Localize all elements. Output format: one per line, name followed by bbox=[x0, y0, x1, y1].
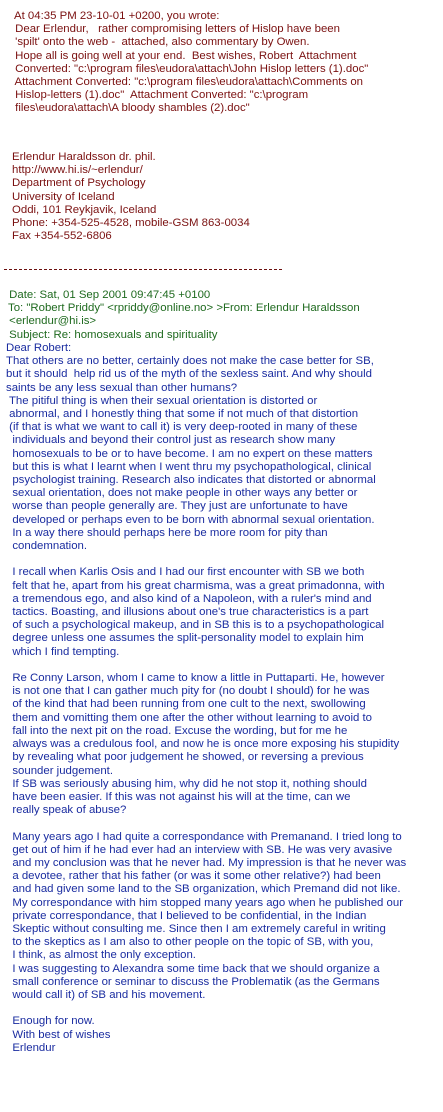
body-line: a tremendous ego, and also kind of a Napoleon, with a ruler's mind and bbox=[6, 592, 372, 605]
body-line: If SB was seriously abusing him, why did he not stop it, nothing should bbox=[6, 777, 367, 790]
signature-university: University of Iceland bbox=[12, 190, 115, 203]
body-line: In a way there should perhaps here be more room for pity than bbox=[6, 526, 328, 539]
body-line: homosexuals to be or to have become. I am no expert on these matters bbox=[6, 447, 373, 460]
blank-line bbox=[6, 817, 443, 830]
quote-line: 'spilt' onto the web - attached, also commentary by Owen. bbox=[12, 36, 310, 49]
signature-name: Erlendur Haraldsson dr. phil. bbox=[12, 151, 156, 163]
quote-line: Converted: "c:\program files\eudora\attach\John Hislop letters (1).doc" bbox=[12, 62, 369, 75]
body-line: a devotee, rather that his father (or was it some other relative?) had been bbox=[6, 870, 381, 883]
body-line: by revealing what poor judgement he showed, or reversing a previous bbox=[6, 751, 364, 764]
signature-url[interactable]: http://www.hi.is/~erlendur/ bbox=[12, 164, 143, 177]
body-line: abnormal, and I honestly thing that some if not much of that distortion bbox=[6, 408, 359, 421]
body-line: sexual orientation, does not make people in other ways any better or bbox=[6, 487, 358, 500]
header-from-email: <erlendur@hi.is> bbox=[6, 315, 97, 328]
paragraph-2 bbox=[6, 566, 443, 658]
closing-line: Enough for now. bbox=[6, 1015, 95, 1028]
body-line: Skeptic without consulting me. Since then I am extremely careful in writing bbox=[6, 922, 386, 935]
body-line: always was a credulous fool, and now he is once more exposing his stupidity bbox=[6, 738, 400, 751]
body-line: individuals and beyond their control just as research show many bbox=[6, 434, 336, 447]
body-line: them and vomitting them one after the other without learning to avoid to bbox=[6, 711, 372, 724]
blank-line bbox=[6, 659, 443, 672]
body-line: developed or perhaps even to be born with abnormal sexual orientation. bbox=[6, 513, 375, 526]
body-line: I think, as almost the only exception. bbox=[6, 949, 196, 962]
body-line: condemnation. bbox=[6, 540, 88, 553]
quoted-header bbox=[0, 10, 443, 116]
body-line: Many years ago I had quite a correspondance with Premanand. I tried long to bbox=[6, 830, 402, 843]
body-line: I recall when Karlis Osis and I had our first encounter with SB we both bbox=[6, 566, 365, 579]
closing bbox=[6, 1015, 443, 1055]
body-line: tactics. Boasting, and illusions about one's true characteristics is a part bbox=[6, 606, 369, 619]
signature-phone: Phone: +354-525-4528, mobile-GSM 863-0034 bbox=[12, 217, 250, 230]
quote-line: files\eudora\attach\A bloody shambles (2).doc" bbox=[12, 102, 250, 115]
body-line: which I find tempting. bbox=[6, 645, 120, 658]
body-line: sounder judgement. bbox=[6, 764, 114, 777]
body-line: to the skeptics as I am also to other people on the topic of SB, with you, bbox=[6, 936, 374, 949]
signature-address: Oddi, 101 Reykjavik, Iceland bbox=[12, 203, 157, 216]
body-line: is not one that I can gather much pity for (no doubt I should) for he was bbox=[6, 685, 370, 698]
closing-signoff: Erlendur bbox=[6, 1041, 56, 1054]
header-subject: Subject: Re: homosexuals and spirituality bbox=[6, 328, 218, 341]
separator-line bbox=[4, 269, 282, 270]
blank-line bbox=[6, 553, 443, 566]
signature-fax: Fax +354-552-6806 bbox=[12, 230, 112, 243]
blank-line bbox=[6, 1002, 443, 1015]
header-to: To: "Robert Priddy" <rpriddy@online.no> >From: Erlendur Haraldsson bbox=[8, 302, 360, 315]
body-line: saints be any less sexual than other humans? bbox=[6, 381, 238, 394]
body-line: of the kind that had been running from one cult to the next, swollowing bbox=[6, 698, 366, 711]
signature-department: Department of Psychology bbox=[12, 177, 146, 190]
quote-line: Dear Erlendur, rather compromising letters of Hislop have been bbox=[12, 23, 340, 36]
body-line: of such a psychological makeup, and in SB this is to a psychopathological bbox=[6, 619, 385, 632]
body-line: but this is what I learnt when I went thru my psychopathological, clinical bbox=[6, 460, 372, 473]
quote-line: At 04:35 PM 23-10-01 +0200, you wrote: bbox=[14, 10, 220, 22]
quote-line: Hislop-letters (1).doc" Attachment Converted: "c:\program bbox=[12, 89, 309, 102]
body-line: worse than people generally are. They just are unfortunate to have bbox=[6, 500, 348, 513]
body-line: The pitiful thing is when their sexual orientation is distorted or bbox=[6, 394, 318, 407]
paragraph-4 bbox=[6, 831, 443, 1003]
body-line: private correspondance, that I believed to be confidential, in the Indian bbox=[6, 909, 367, 922]
closing-line: With best of wishes bbox=[6, 1028, 111, 1041]
body-line: but it should help rid us of the myth of the sexless saint. And why should bbox=[6, 368, 372, 381]
greeting: Dear Robert: bbox=[6, 342, 72, 354]
body-line: and my conclusion was that he never had. My impression is that he never was bbox=[6, 856, 407, 869]
body-line: My correspondance with him stopped many years ago when he published our bbox=[6, 896, 403, 909]
body-line: really speak of abuse? bbox=[6, 804, 127, 817]
message-body bbox=[0, 342, 443, 1055]
header-date: Date: Sat, 01 Sep 2001 09:47:45 +0100 bbox=[6, 289, 211, 301]
paragraph-1 bbox=[6, 355, 443, 553]
body-line: fall into the next pit on the road. Excuse the wording, but for me he bbox=[6, 724, 348, 737]
body-line: (if that is what we want to call it) is very deep-rooted in many of these bbox=[6, 421, 358, 434]
quote-line: Attachment Converted: "c:\program files\eudora\attach\Comments on bbox=[12, 76, 363, 89]
quote-line: Hope all is going well at your end. Best wishes, Robert Attachment bbox=[12, 49, 357, 62]
signature bbox=[0, 151, 443, 243]
body-line: Re Conny Larson, whom I came to know a little in Puttaparti. He, however bbox=[6, 672, 385, 685]
body-line: psychologist training. Research also indicates that distorted or abnormal bbox=[6, 474, 376, 487]
body-line: felt that he, apart from his great charmisma, was a great primadonna, with bbox=[6, 579, 385, 592]
paragraph-3 bbox=[6, 672, 443, 817]
body-line: and had given some land to the SB organization, which Premand did not like. bbox=[6, 883, 401, 896]
body-line: get out of him if he had ever had an interview with SB. He was very avasive bbox=[6, 843, 393, 856]
body-line: That others are no better, certainly does not make the case better for SB, bbox=[6, 355, 374, 368]
body-line: would call it) of SB and his movement. bbox=[6, 988, 206, 1001]
body-line: small conference or seminar to discuss the Problematik (as the Germans bbox=[6, 975, 380, 988]
message-header bbox=[0, 289, 443, 342]
body-line: have been easier. If this was not against his will at the time, can we bbox=[6, 790, 351, 803]
body-line: I was suggesting to Alexandra some time back that we should organize a bbox=[6, 962, 380, 975]
body-line: degree unless one assumes the split-personality model to explain him bbox=[6, 632, 364, 645]
